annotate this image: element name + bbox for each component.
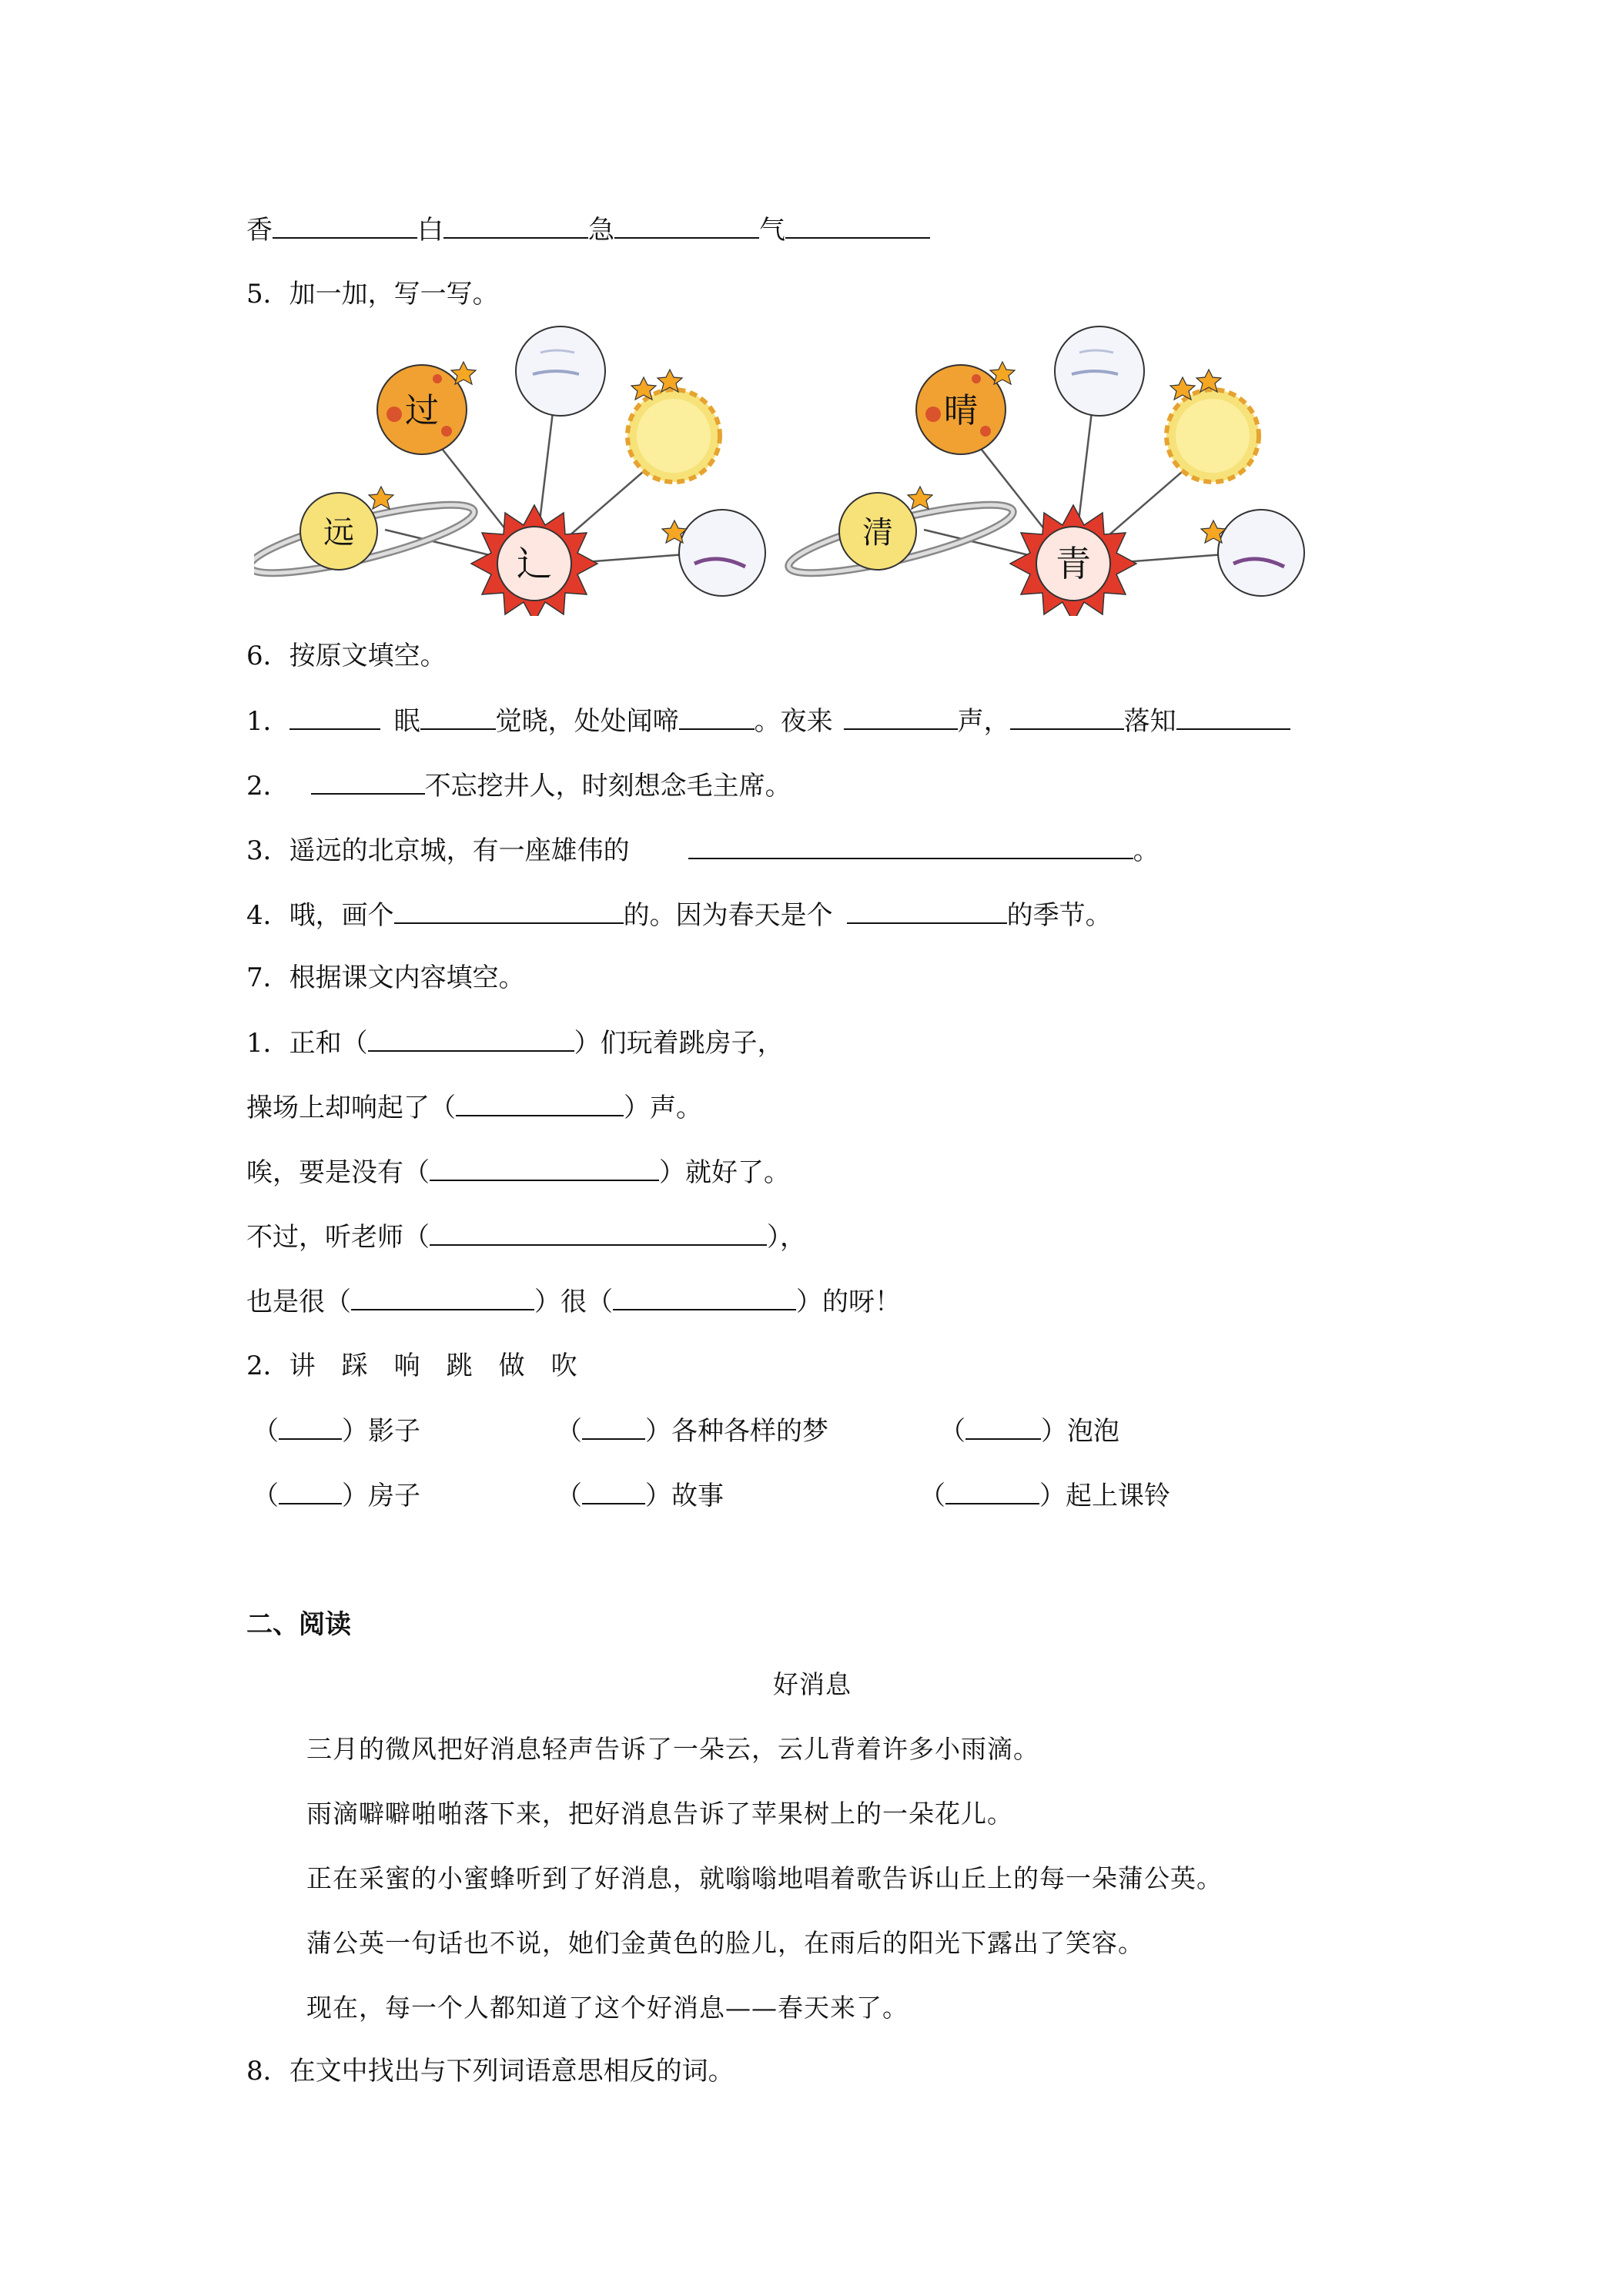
blank[interactable] bbox=[1176, 704, 1290, 730]
blank[interactable] bbox=[688, 833, 1133, 859]
passage-line-5: 现在，每一个人都知道了这个好消息——春天来了。 bbox=[306, 1993, 909, 2023]
q7-row-2: （ ）房子 （ ）故事 （ ）起上课铃 bbox=[246, 1478, 1170, 1513]
blank[interactable] bbox=[785, 213, 930, 239]
q5-title: 5．加一加，写一写。 bbox=[246, 279, 499, 310]
passage-line-3: 正在采蜜的小蜜蜂听到了好消息，就嗡嗡地唱着歌告诉山丘上的每一朵蒲公英。 bbox=[306, 1863, 1223, 1893]
q7-title: 7．根据课文内容填空。 bbox=[246, 962, 525, 993]
blank[interactable] bbox=[394, 898, 624, 924]
blank[interactable] bbox=[443, 213, 588, 239]
planet-diagram bbox=[254, 323, 1355, 616]
q6-line-3: 3．遥远的北京城，有一座雄伟的 。 bbox=[246, 833, 1160, 868]
blank[interactable] bbox=[279, 1478, 342, 1504]
blank[interactable] bbox=[582, 1478, 645, 1504]
blank[interactable] bbox=[420, 704, 496, 730]
passage-title: 好消息 bbox=[773, 1669, 852, 1699]
q7-words: 2．讲 踩 响 跳 做 吹 bbox=[246, 1350, 577, 1381]
q6-line-2: 2． 不忘挖井人，时刻想念毛主席。 bbox=[246, 768, 791, 803]
planet-text-sat1: 过 bbox=[405, 391, 439, 430]
q7-line-4: 不过，听老师（ ）， bbox=[246, 1220, 806, 1254]
sun-text: 辶 bbox=[517, 543, 552, 584]
blank-planet bbox=[1218, 510, 1304, 596]
planet-text-sat2: 清 bbox=[862, 515, 893, 551]
blank[interactable] bbox=[614, 213, 759, 239]
q6-title: 6．按原文填空。 bbox=[246, 641, 447, 671]
q8-title: 8．在文中找出与下列词语意思相反的词。 bbox=[246, 2056, 735, 2087]
blank[interactable] bbox=[847, 898, 1007, 924]
blank[interactable] bbox=[368, 1026, 574, 1052]
q7-line-1: 1．正和（ ）们玩着跳房子， bbox=[246, 1026, 784, 1060]
passage-line-1: 三月的微风把好消息轻声告诉了一朵云，云儿背着许多小雨滴。 bbox=[306, 1734, 1039, 1764]
char-4: 气 bbox=[759, 215, 785, 246]
blank[interactable] bbox=[965, 1414, 1041, 1440]
q7-line-5: 也是很（ ）很（ ）的呀！ bbox=[246, 1284, 901, 1319]
passage-line-4: 蒲公英一句话也不说，她们金黄色的脸儿，在雨后的阳光下露出了笑容。 bbox=[306, 1928, 1144, 1958]
right-planet-group bbox=[784, 326, 1304, 616]
planet-text-sat2: 远 bbox=[323, 515, 354, 551]
blank[interactable] bbox=[289, 704, 380, 730]
blank[interactable] bbox=[430, 1155, 659, 1181]
blank[interactable] bbox=[456, 1090, 624, 1116]
blank[interactable] bbox=[279, 1414, 342, 1440]
sun-text: 青 bbox=[1056, 543, 1091, 584]
blank[interactable] bbox=[273, 213, 417, 239]
blank[interactable] bbox=[613, 1284, 796, 1310]
blank[interactable] bbox=[945, 1478, 1039, 1504]
left-planet-group bbox=[254, 326, 765, 616]
passage-line-2: 雨滴噼噼啪啪落下来，把好消息告诉了苹果树上的一朵花儿。 bbox=[306, 1799, 1013, 1829]
q6-line-1: 1． 眠 觉晓，处处闻啼 。夜来 声， 落知 bbox=[246, 704, 1290, 738]
char-1: 香 bbox=[246, 215, 273, 246]
star-icon bbox=[908, 487, 932, 509]
q6-line-4: 4．哦，画个 的。因为春天是个 的季节。 bbox=[246, 898, 1112, 932]
q7-line-2: 操场上却响起了（ ）声。 bbox=[246, 1090, 702, 1125]
blank[interactable] bbox=[679, 704, 755, 730]
planet-text-sat1: 晴 bbox=[944, 391, 978, 430]
char-2: 白 bbox=[417, 215, 443, 246]
blank-planet bbox=[679, 510, 765, 596]
blank[interactable] bbox=[582, 1414, 645, 1440]
section2-title: 二、阅读 bbox=[246, 1609, 351, 1640]
blank[interactable] bbox=[351, 1284, 534, 1310]
q7-line-3: 唉，要是没有（ ）就好了。 bbox=[246, 1155, 790, 1190]
blank[interactable] bbox=[1010, 704, 1124, 730]
blank[interactable] bbox=[311, 768, 425, 795]
q7-row-1: （ ）影子 （ ）各种各样的梦 （ ）泡泡 bbox=[246, 1414, 1119, 1448]
char-3: 急 bbox=[588, 215, 614, 246]
blank[interactable] bbox=[430, 1220, 767, 1246]
star-icon bbox=[369, 487, 393, 509]
blank[interactable] bbox=[844, 704, 958, 730]
fill-line-chars bbox=[246, 213, 930, 247]
